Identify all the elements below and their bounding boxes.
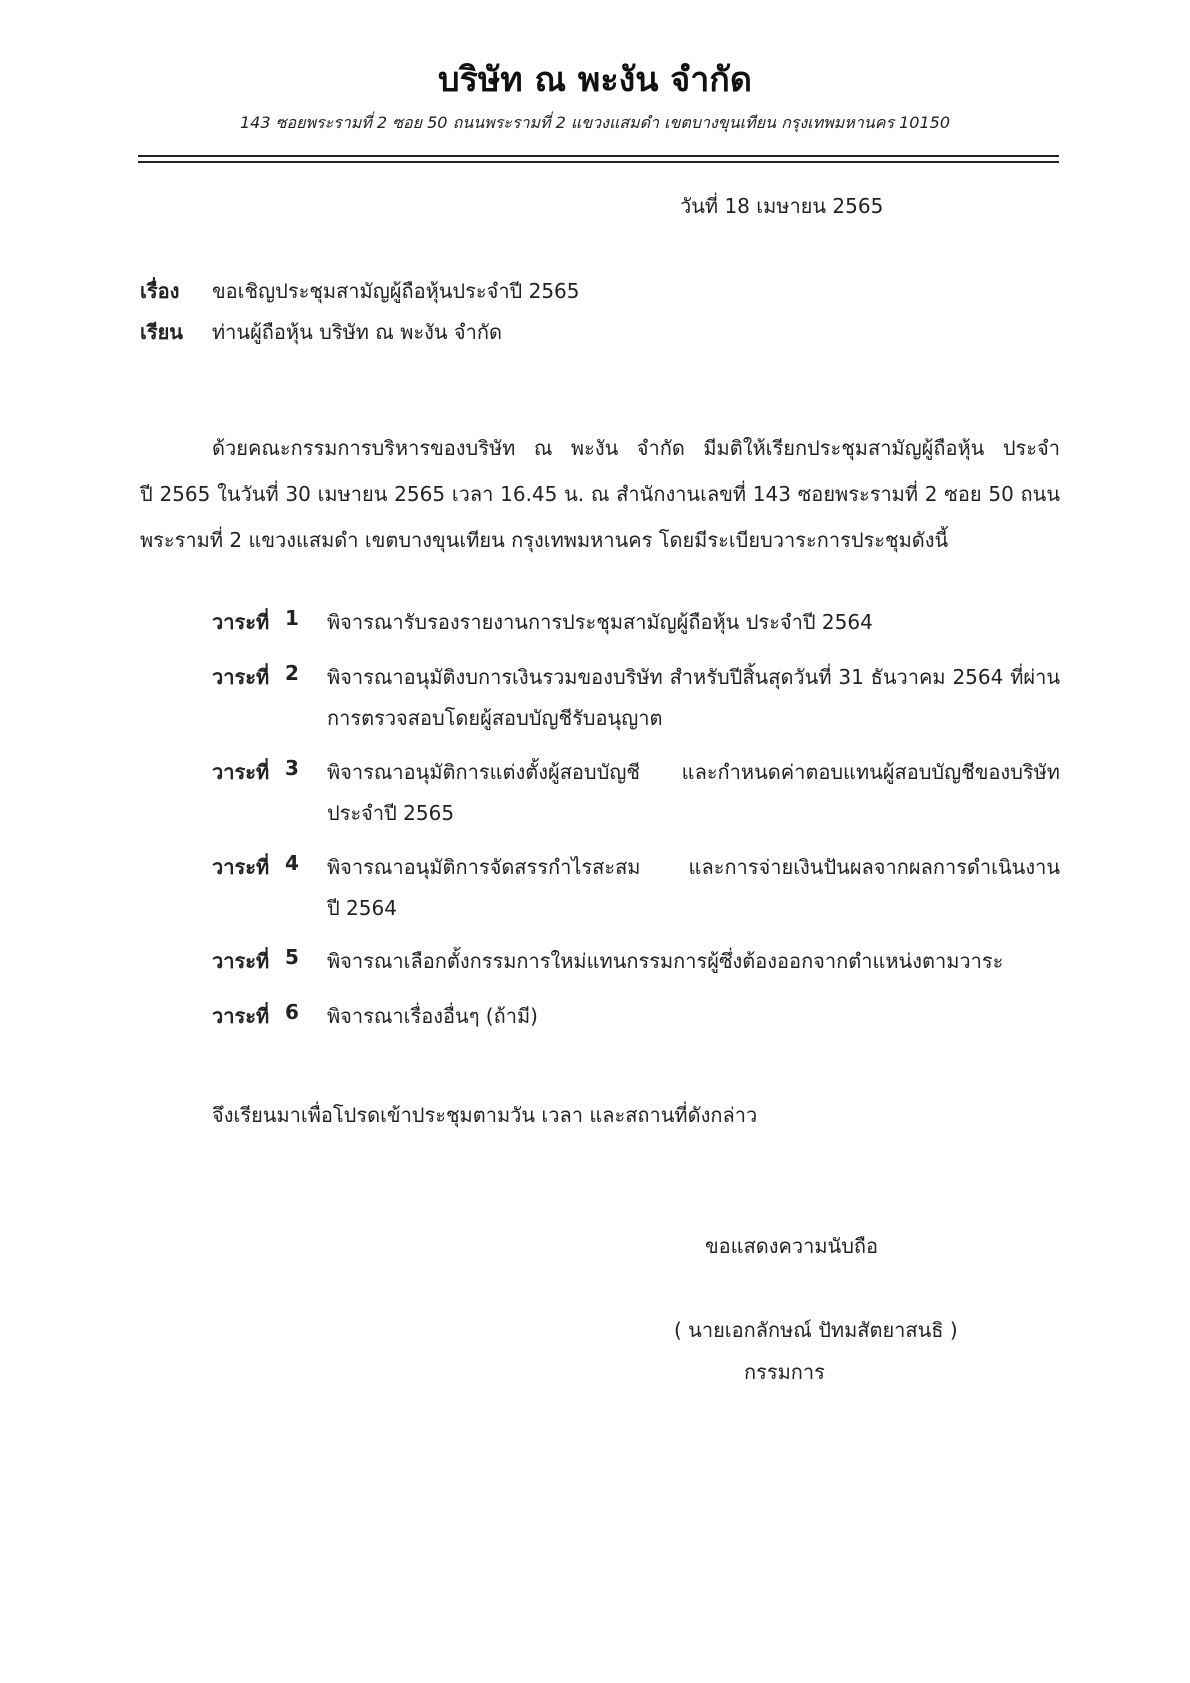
- closing-regards: ขอแสดงความนับถือ: [705, 1234, 879, 1258]
- agenda-4-number: 4: [285, 851, 299, 875]
- agenda-1-text: พิจารณารับรองรายงานการประชุมสามัญผู้ถือหุ้น ประจำปี 2564: [327, 610, 873, 634]
- agenda-5-text: พิจารณาเลือกตั้งกรรมการใหม่แทนกรรมการผู้ซึ่งต้องออกจากตำแหน่งตามวาระ: [327, 949, 1004, 973]
- recipient-label: เรียน: [140, 320, 183, 344]
- agenda-3-text-line-2: ประจำปี 2565: [327, 801, 455, 825]
- agenda-6-text: พิจารณาเรื่องอื่นๆ (ถ้ามี): [327, 1004, 538, 1028]
- body-paragraph-line-3: พระรามที่ 2 แขวงแสมดำ เขตบางขุนเทียน กรุงเทพมหานคร โดยมีระเบียบวาระการประชุมดังนี้: [140, 528, 949, 552]
- subject-value: ขอเชิญประชุมสามัญผู้ถือหุ้นประจำปี 2565: [212, 279, 580, 303]
- agenda-6-label: วาระที่: [212, 1004, 270, 1028]
- company-name: บริษัท ณ พะงัน จำกัด: [438, 60, 752, 100]
- agenda-3-number: 3: [285, 756, 299, 780]
- agenda-4-label: วาระที่: [212, 855, 270, 879]
- agenda-5-number: 5: [285, 945, 299, 969]
- agenda-3-text-line-1: พิจารณาอนุมัติการแต่งตั้งผู้สอบบัญชี และกำหนดค่าตอบแทนผู้สอบบัญชีของบริษัท: [327, 760, 1060, 784]
- agenda-1-label: วาระที่: [212, 610, 270, 634]
- agenda-2-label: วาระที่: [212, 665, 270, 689]
- agenda-4-text-line-1: พิจารณาอนุมัติการจัดสรรกำไรสะสม และการจ่ายเงินปันผลจากผลการดำเนินงาน: [327, 855, 1060, 879]
- agenda-2-text-line-1: พิจารณาอนุมัติงบการเงินรวมของบริษัท สำหรับปีสิ้นสุดวันที่ 31 ธันวาคม 2564 ที่ผ่าน: [327, 665, 1060, 689]
- agenda-3-label: วาระที่: [212, 760, 270, 784]
- agenda-2-text-line-2: การตรวจสอบโดยผู้สอบบัญชีรับอนุญาต: [327, 706, 663, 730]
- agenda-5-label: วาระที่: [212, 949, 270, 973]
- body-paragraph-line-1: ด้วยคณะกรรมการบริหารของบริษัท ณ พะงัน จำกัด มีมติให้เรียกประชุมสามัญผู้ถือหุ้น ประจำ: [212, 436, 1060, 460]
- signer-title: กรรมการ: [744, 1360, 825, 1384]
- company-address: 143 ซอยพระรามที่ 2 ซอย 50 ถนนพระรามที่ 2 แขวงแสมดำ เขตบางขุนเทียน กรุงเทพมหานคร 10150: [239, 113, 951, 132]
- header-divider-bottom: [138, 161, 1059, 163]
- header-divider-top: [138, 155, 1059, 157]
- agenda-6-number: 6: [285, 1000, 299, 1024]
- letter-date: วันที่ 18 เมษายน 2565: [680, 194, 884, 218]
- subject-label: เรื่อง: [140, 279, 180, 303]
- agenda-1-number: 1: [285, 606, 299, 630]
- body-paragraph-line-2: ปี 2565 ในวันที่ 30 เมษายน 2565 เวลา 16.45 น. ณ สำนักงานเลขที่ 143 ซอยพระรามที่ 2 ซอย 50 ถนน: [140, 482, 1060, 506]
- signer-name: ( นายเอกลักษณ์ ปัทมสัตยาสนธิ ): [674, 1318, 958, 1342]
- closing-invitation: จึงเรียนมาเพื่อโปรดเข้าประชุมตามวัน เวลา และสถานที่ดังกล่าว: [212, 1103, 758, 1127]
- recipient-value: ท่านผู้ถือหุ้น บริษัท ณ พะงัน จำกัด: [212, 320, 502, 344]
- agenda-4-text-line-2: ปี 2564: [327, 896, 397, 920]
- agenda-2-number: 2: [285, 661, 299, 685]
